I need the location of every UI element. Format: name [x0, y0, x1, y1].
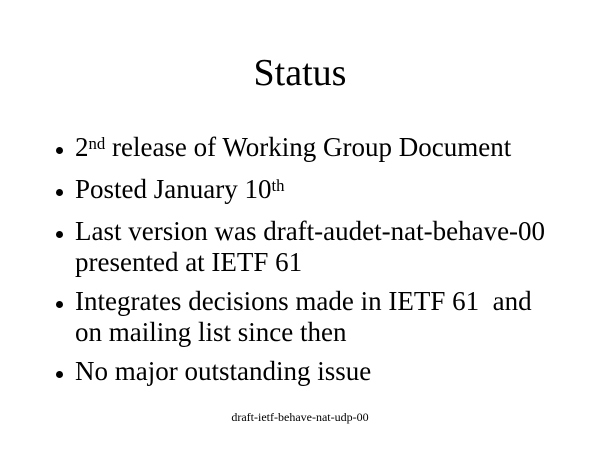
bullet-item-no-issues	[56, 356, 584, 387]
bullet-dot-icon	[56, 216, 75, 247]
bullet-text-line: Last version was draft-audet-nat-behave-00	[75, 216, 546, 246]
bullet-text-segment: Posted January 10	[75, 174, 272, 204]
bullet-item-posted	[56, 174, 584, 208]
bullet-dot-icon	[56, 132, 75, 163]
footer-draft-name: draft-ietf-behave-nat-udp-00	[231, 410, 369, 424]
bullet-text-segment: 2	[75, 132, 89, 162]
bullet-dot-icon	[56, 356, 75, 387]
superscript: th	[271, 175, 285, 195]
bullet-text	[75, 286, 532, 348]
bullet-text-line: presented at IETF 61	[75, 247, 303, 277]
bullet-text	[75, 356, 371, 387]
superscript: nd	[88, 133, 106, 153]
bullet-text-line: on mailing list since then	[75, 317, 347, 347]
bullet-text-line: Integrates decisions made in IETF 61 and	[75, 286, 532, 316]
bullet-list	[56, 132, 584, 395]
bullet-item-release	[56, 132, 584, 166]
bullet-item-last-version	[56, 216, 584, 278]
bullet-item-integrates	[56, 286, 584, 348]
bullet-text	[75, 132, 511, 166]
bullet-text-segment: release of Working Group Document	[105, 132, 512, 162]
bullet-text	[75, 216, 545, 278]
bullet-text-line: No major outstanding issue	[75, 356, 372, 386]
bullet-dot-icon	[56, 286, 75, 317]
bullet-text	[75, 174, 285, 208]
slide-title: Status	[253, 52, 347, 94]
bullet-dot-icon	[56, 174, 75, 205]
